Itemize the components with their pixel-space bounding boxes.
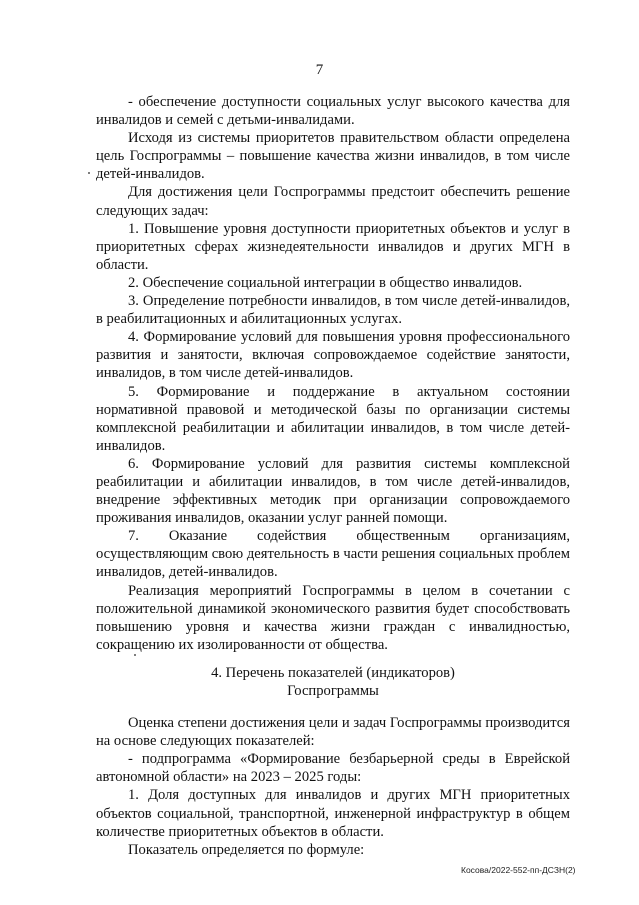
task-item-4: 4. Формирование условий для повышения уровня профессионального развития и занятости, включая сопровождаемое содействие занятости, инвалидов, в том числе детей-инвалидов. — [96, 329, 570, 382]
paragraph-tasks-intro: Для достижения цели Госпрограммы предстоит обеспечить решение следующих задач: — [96, 184, 570, 219]
scan-speck — [88, 172, 90, 174]
section-heading-line-2: Госпрограммы — [287, 683, 379, 699]
paragraph-formula-intro: Показатель определяется по формуле: — [128, 841, 365, 858]
document-body — [96, 93, 570, 859]
page-number: 7 — [315, 62, 324, 78]
task-item-5: 5. Формирование и поддержание в актуальном состоянии нормативной правовой и методической базы по организации системы комплексной реабилитации и абилитации инвалидов, в том числе детей-инвалидов. — [96, 383, 570, 454]
scan-speck — [134, 654, 136, 656]
task-item-3: 3. Определение потребности инвалидов, в том числе детей-инвалидов, в реабилитационных и абилитационных услугах. — [96, 293, 570, 328]
task-item-2: 2. Обеспечение социальной интеграции в общество инвалидов. — [128, 274, 523, 291]
task-item-6: 6. Формирование условий для развития системы комплексной реабилитации и абилитации инвалидов, в том числе детей-инвалидов, внедрение эффективных методик при организации сопровождаемого проживания инвалидов, оказании услуг ранней помощи. — [96, 455, 570, 527]
paragraph-subprogram: - подпрограмма «Формирование безбарьерной среды в Еврейской автономной области» на 2023 – 2025 годы: — [96, 751, 570, 786]
paragraph-evaluation: Оценка степени достижения цели и задач Госпрограммы производится на основе следующих показателей: — [96, 715, 570, 750]
section-heading — [96, 664, 570, 700]
section-heading-line-1: 4. Перечень показателей (индикаторов) — [211, 664, 455, 681]
document-code: Косова/2022-552-пп-ДСЗН(2) — [461, 865, 576, 875]
paragraph-implementation: Реализация мероприятий Госпрограммы в целом в сочетании с положительной динамикой экономического развития будет способствовать повышению уровня и качества жизни граждан с инвалидностью, сокращению их изолированности от общества. — [96, 582, 570, 653]
paragraph-accessibility-services: - обеспечение доступности социальных услуг высокого качества для инвалидов и семей с детьми-инвалидами. — [96, 94, 570, 129]
paragraph-program-goal: Исходя из системы приоритетов правительством области определена цель Госпрограммы – повышение качества жизни инвалидов, в том числе детей-инвалидов. — [96, 130, 570, 183]
indicator-item-1: 1. Доля доступных для инвалидов и других МГН приоритетных объектов социальной, транспортной, инженерной инфраструктур в общем количестве приоритетных объектов в области. — [96, 787, 570, 840]
task-item-1: 1. Повышение уровня доступности приоритетных объектов и услуг в приоритетных сферах жизнедеятельности инвалидов и других МГН в области. — [96, 220, 570, 273]
task-item-7: 7. Оказание содействия общественным организациям, осуществляющим свою деятельность в части решения социальных проблем инвалидов, детей-инвалидов. — [96, 528, 570, 581]
